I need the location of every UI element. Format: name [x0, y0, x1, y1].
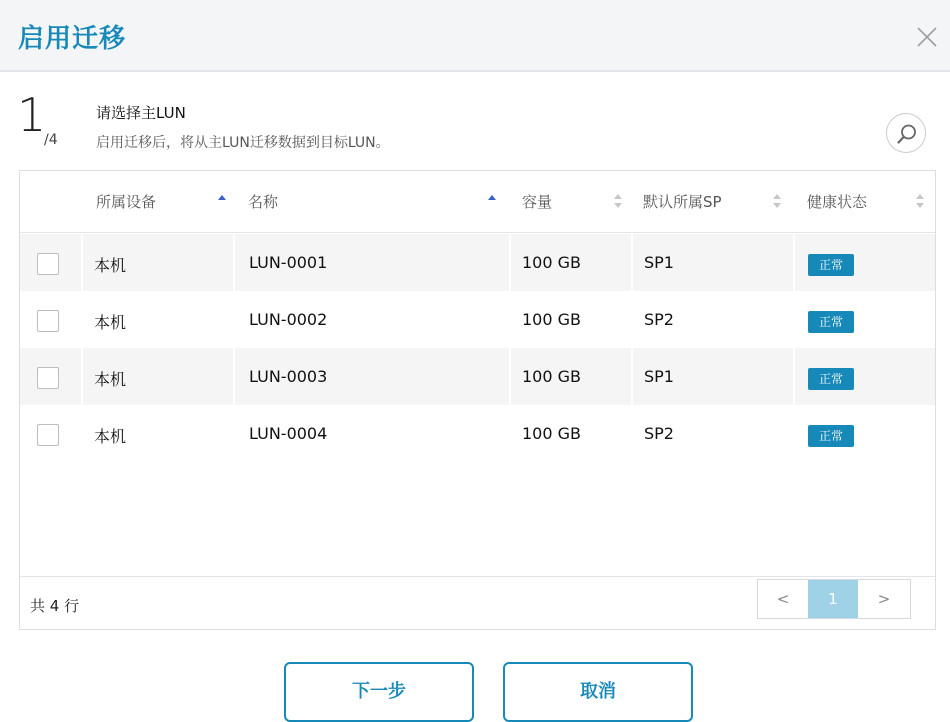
prev-page-button[interactable]: <	[776, 590, 790, 608]
status-badge: 正常	[808, 368, 854, 390]
cell-name: LUN-0003	[249, 367, 328, 386]
search-icon	[896, 123, 918, 145]
cancel-button[interactable]: 取消	[503, 662, 693, 722]
cell-sp: SP2	[644, 310, 674, 329]
sort-icon[interactable]	[613, 192, 623, 210]
column-header-capacity[interactable]: 容量	[522, 193, 553, 211]
status-badge: 正常	[808, 425, 854, 447]
row-count-label: 共 4 行	[30, 597, 80, 615]
cell-sp: SP2	[644, 424, 674, 443]
table-row[interactable]	[20, 405, 935, 462]
cell-sp: SP1	[644, 253, 674, 272]
cell-capacity: 100 GB	[522, 253, 581, 272]
cell-sp: SP1	[644, 367, 674, 386]
dialog-header	[0, 0, 950, 72]
cell-name: LUN-0001	[249, 253, 328, 272]
table-row[interactable]	[20, 348, 935, 405]
sort-icon[interactable]	[915, 192, 925, 210]
table-row[interactable]	[20, 234, 935, 291]
cell-capacity: 100 GB	[522, 310, 581, 329]
next-page-button[interactable]: >	[877, 590, 891, 608]
status-badge: 正常	[808, 311, 854, 333]
step-current: 1	[17, 88, 47, 142]
cell-capacity: 100 GB	[522, 424, 581, 443]
status-badge: 正常	[808, 254, 854, 276]
sort-icon[interactable]	[772, 192, 782, 210]
lun-table	[19, 170, 936, 630]
table-footer	[20, 576, 935, 629]
cell-capacity: 100 GB	[522, 367, 581, 386]
close-button[interactable]	[912, 22, 942, 52]
dialog-title: 启用迁移	[18, 24, 127, 54]
row-checkbox[interactable]	[37, 253, 59, 275]
step-total: /4	[44, 132, 58, 148]
column-header-name[interactable]: 名称	[248, 193, 279, 211]
column-header-health[interactable]: 健康状态	[807, 193, 868, 211]
cell-name: LUN-0002	[249, 310, 328, 329]
sort-icon[interactable]	[487, 192, 497, 210]
column-header-device[interactable]: 所属设备	[96, 193, 157, 211]
cell-device: 本机	[94, 313, 127, 332]
search-button[interactable]	[886, 113, 926, 153]
cell-device: 本机	[94, 256, 127, 275]
step-title: 请选择主LUN	[96, 104, 186, 122]
close-icon	[912, 22, 942, 52]
page-1-button[interactable]: 1	[808, 580, 858, 618]
cell-name: LUN-0004	[249, 424, 328, 443]
column-header-default-sp[interactable]: 默认所属SP	[643, 193, 722, 211]
cell-device: 本机	[94, 427, 127, 446]
pagination	[757, 579, 911, 619]
table-row[interactable]	[20, 291, 935, 348]
step-description: 启用迁移后，将从主LUN迁移数据到目标LUN。	[96, 135, 390, 151]
table-header	[20, 171, 935, 233]
sort-icon[interactable]	[217, 192, 227, 210]
row-checkbox[interactable]	[37, 310, 59, 332]
cell-device: 本机	[94, 370, 127, 389]
next-step-button[interactable]: 下一步	[284, 662, 474, 722]
row-checkbox[interactable]	[37, 424, 59, 446]
row-checkbox[interactable]	[37, 367, 59, 389]
